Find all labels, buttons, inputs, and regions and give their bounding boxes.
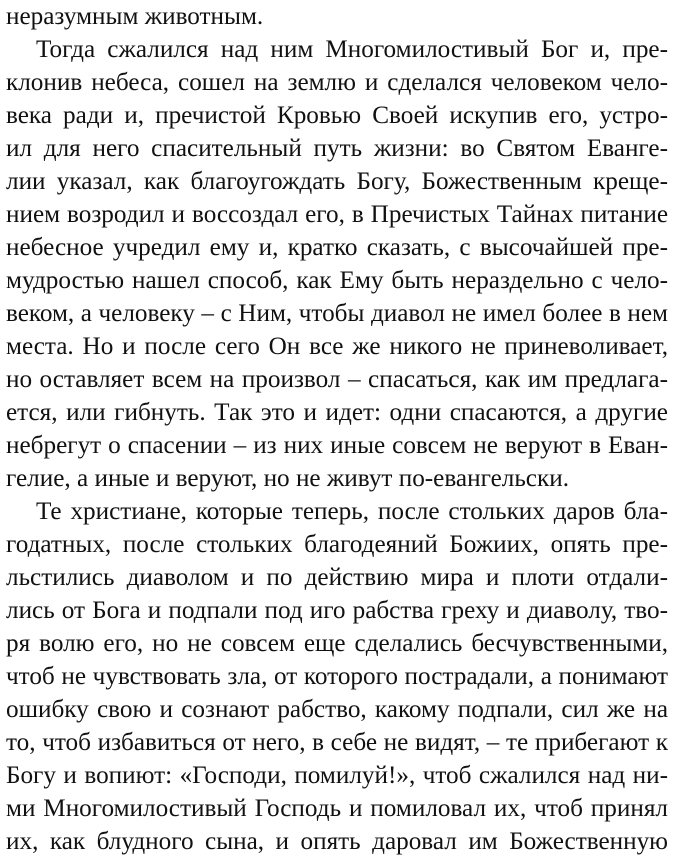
- text-line: чтоб не чувствовать зла, от которого пострадали, а понимают: [6, 663, 668, 690]
- text-line: клонив небеса, сошел на землю и сделался человеком чело-: [6, 69, 668, 96]
- text-line: ется, или гибнуть. Так это и идет: одни спасаются, а другие: [6, 399, 668, 426]
- text-line: их, как блудного сына, и опять даровал им Божественную: [6, 828, 668, 855]
- text-line: веком, а человеку – с Ним, чтобы диавол не имел более в нем: [6, 300, 668, 327]
- text-line: лии указал, как благоугождать Богу, Божественным креще-: [6, 168, 668, 195]
- text-line: Богу и вопиют: «Господи, помилуй!», чтоб сжалился над ни-: [6, 762, 668, 789]
- text-line: ря волю его, но не совсем еще сделались бесчувственными,: [6, 630, 668, 657]
- text-line: мудростью нашел способ, как Ему быть нераздельно с чело-: [6, 267, 668, 294]
- text-line: небрегут о спасении – из них иные совсем не веруют в Еван-: [6, 432, 668, 459]
- text-line: ил для него спасительный путь жизни: во Святом Еванге-: [6, 135, 668, 162]
- text-line: льстились диаволом и по действию мира и плоти отдали-: [6, 564, 668, 591]
- text-line: века ради и, пречистой Кровью Своей искупив его, устро-: [6, 102, 668, 129]
- text-line: ошибку свою и сознают рабство, какому подпали, сил же на: [6, 696, 668, 723]
- text-line: небесное учредил ему и, кратко сказать, с высочайшей пре-: [6, 234, 668, 261]
- paragraph-first-line: Тогда сжалился над ним Многомилостивый Бог и, пре-: [36, 36, 668, 63]
- text-line: места. Но и после сего Он все же никого не приневоливает,: [6, 333, 668, 360]
- text-line: но оставляет всем на произвол – спасаться, как им предлага-: [6, 366, 668, 393]
- text-line: ми Многомилостивый Господь и помиловал их, чтоб принял: [6, 795, 668, 822]
- paragraph-first-line: Те христиане, которые теперь, после стольких даров бла-: [36, 498, 668, 525]
- text-line: лись от Бога и подпали под иго рабства греху и диаволу, тво-: [6, 597, 668, 624]
- text-line: нием возродил и воссоздал его, в Пречистых Тайнах питание: [6, 201, 668, 228]
- text-line: гелие, а иные и веруют, но не живут по-евангельски.: [6, 465, 570, 492]
- text-line: годатных, после стольких благодеяний Божиих, опять пре-: [6, 531, 668, 558]
- text-line: неразумным животным.: [6, 3, 264, 30]
- text-line: то, чтоб избавиться от него, в себе не видят, – те прибегают к: [6, 729, 668, 756]
